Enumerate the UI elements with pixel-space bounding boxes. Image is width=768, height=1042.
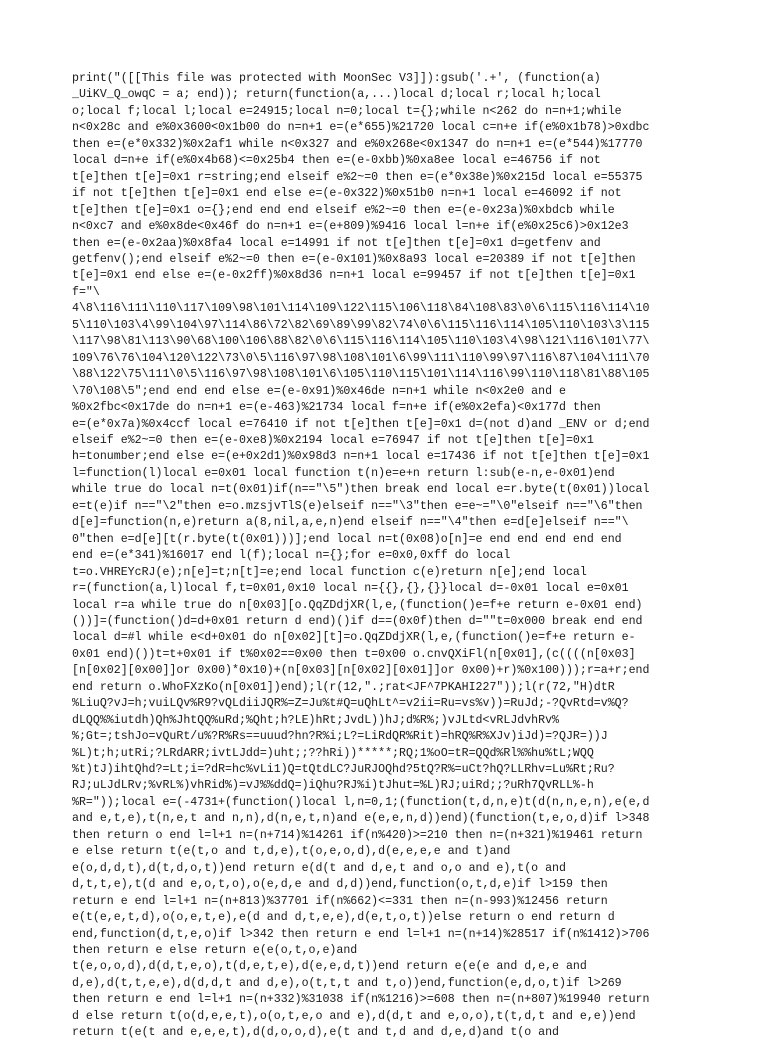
code-line: d,e),d(t,t,e,e),d(d,d,t and d,e),o(t,t,t and t,o))end,function(e,d,o,t)if l>269 — [72, 976, 622, 990]
code-line: e=t(e)if n=="\2"then e=o.mzsjvTlS(e)elseif n=="\3"then e=e~="\0"elseif n=="\6"then — [72, 499, 643, 513]
code-line: end return o.WhoFXzKo(n[0x01])end);l(r(12,".;rat<JF^7PKAHI227"));l(r(72,"H)dtR — [72, 680, 615, 694]
code-line: 109\76\76\104\120\122\73\0\5\116\97\98\108\101\6\99\111\110\99\97\116\87\104\111\70 — [72, 351, 650, 365]
code-line: t[e]=0x1 end else e=(e-0x2ff)%0x8d36 n=n+1 local e=99457 if not t[e]then t[e]=0x1 — [72, 269, 636, 283]
code-line: [n[0x02][0x00]]or 0x00)*0x10)+(n[0x03][n[0x02][0x01]]or 0x00)+r)%0x100)));r=a+r;end — [72, 664, 650, 678]
code-line: dLQQ%%iutdh)Qh%JhtQQ%uRd;%Qht;h?LE)hRt;JvdL))hJ;d%R%;)vJLtd<vRLJdvhRv% — [72, 713, 560, 727]
code-line: then return e else return e(e(o,t,o,e)and — [72, 944, 358, 958]
code-line: d[e]=function(n,e)return a(8,nil,a,e,n)end elseif n=="\4"then e=d[e]elseif n=="\ — [72, 516, 629, 530]
code-line: e(o,d,d,t),d(t,d,o,t))end return e(d(t and d,e,t and o,o and e),t(o and — [72, 861, 566, 875]
code-line: n<0xc7 and e%0x8de<0x46f do n=n+1 e=(e+809)%9416 local l=n+e if(e%0x25c6)>0x12e3 — [72, 220, 629, 234]
code-line: %0x2fbc<0x17de do n=n+1 e=(e-463)%21734 local f=n+e if(e%0x2efa)<0x177d then — [72, 401, 601, 415]
code-line: h=tonumber;end else e=(e+0x2d1)%0x98d3 n=n+1 local e=17436 if not t[e]then t[e]=0x1 — [72, 450, 650, 464]
code-line: if not t[e]then t[e]=0x1 end else e=(e-0x322)%0x51b0 n=n+1 local e=46092 if not — [72, 187, 622, 201]
code-line: o;local f;local l;local e=24915;local n=0;local t={};while n<262 do n=n+1;while — [72, 104, 622, 118]
code-line: %R="));local e=(-4731+(function()local l,n=0,1;(function(t,d,n,e)t(d(n,n,e,n),e(e,d — [72, 795, 650, 809]
code-line: 5\110\103\4\99\104\97\114\86\72\82\69\89\99\82\74\0\6\115\116\114\105\110\103\3\115 — [72, 318, 650, 332]
code-line: then return o end l=l+1 n=(n+714)%14261 if(n%420)>=210 then n=(n+321)%19461 return — [72, 828, 643, 842]
code-line: _UiKV_Q_owqC = a; end)); return(function(a,...)local d;local r;local h;local — [72, 88, 601, 102]
code-line: local d=n+e if(e%0x4b68)<=0x25b4 then e=(e-0xbb)%0xa8ee local e=46756 if not — [72, 154, 601, 168]
code-line: then e=(e-0x2aa)%0x8fa4 local e=14991 if not t[e]then t[e]=0x1 d=getfenv and — [72, 236, 601, 250]
code-line: n<0x28c and e%0x3600<0x1b00 do n=n+1 e=(e*655)%21720 local c=n+e if(e%0x1b78)>0xdbc — [72, 121, 650, 135]
code-line: e=(e*0x7a)%0x4ccf local e=76410 if not t[e]then t[e]=0x1 d=(not d)and _ENV or d;end — [72, 417, 650, 431]
code-line: local d=#l while e<d+0x01 do n[0x02][t]=o.QqZDdjXR(l,e,(function()e=f+e return e- — [72, 631, 636, 645]
code-line: 0"then e=d[e][t(r.byte(t(0x01)))];end local n=t(0x08)o[n]=e end end end end end — [72, 532, 622, 546]
code-line: f="\ — [72, 285, 100, 299]
code-line: t(e,o,o,d),d(d,t,e,o),t(d,e,t,e),d(e,e,d,t))end return e(e(e and d,e,e and — [72, 960, 587, 974]
code-line: 0x01 end)())t=t+0x01 if t%0x02==0x00 then t=0x00 o.cnvQXiFl(n[0x01],(c((((n[0x03] — [72, 647, 636, 661]
code-line: then return e end l=l+1 n=(n+332)%31038 if(n%1216)>=608 then n=(n+807)%19940 return — [72, 993, 650, 1007]
code-line: e(t(e,e,t,d),o(o,e,t,e),e(d and d,t,e,e),d(e,t,o,t))else return o end return d — [72, 911, 615, 925]
code-line: return e end l=l+1 n=(n+813)%37701 if(n%662)<=331 then n=(n-993)%12456 return — [72, 894, 608, 908]
code-line: end e=(e*341)%16017 end l(f);local n={};for e=0x0,0xff do local — [72, 549, 511, 563]
code-line: %LiuQ?vJ=h;vuiLQv%R9?vQLdiiJQR%=Z=Ju%t#Q=uQhLt^=v2ii=Ru=vs%v))=RuJd;-?QvRtd=v%Q? — [72, 697, 629, 711]
code-line: e else return t(e(t,o and t,d,e),t(o,e,o,d),d(e,e,e,e and t)and — [72, 845, 511, 859]
code-line: %L)t;h;utRi;?LRdARR;ivtLJdd=)uht;;??hRi))*****;RQ;1%oO=tR=QQd%Rl%%hu%tL;WQQ — [72, 746, 594, 760]
code-line: return t(e(t and e,e,e,t),d(d,o,o,d),e(t and t,d and d,e,d)and t(o and — [72, 1026, 560, 1040]
code-line: and e,t,e),t(n,e,t and n,n),d(n,e,t,n)and e(e,e,n,d))end)(function(t,e,o,d)if l>348 — [72, 812, 650, 826]
code-line: \117\98\81\113\90\68\100\106\88\82\0\6\115\116\114\105\110\103\4\98\121\116\101\77\ — [72, 335, 650, 349]
code-line: while true do local n=t(0x01)if(n=="\5")then break end local e=r.byte(t(0x01))local — [72, 483, 650, 497]
code-line: print("([[This file was protected with MoonSec V3]]):gsub('.+', (function(a) — [72, 72, 601, 85]
code-line: d,t,t,e),t(d and e,o,t,o),o(e,d,e and d,d))end,function(o,t,d,e)if l>159 then — [72, 878, 608, 892]
code-line: \70\108\5";end end end else e=(e-0x91)%0x46de n=n+1 while n<0x2e0 and e — [72, 384, 566, 398]
code-block — [72, 71, 700, 1042]
code-line: \88\122\75\111\0\5\116\97\98\108\101\6\105\110\115\101\114\116\99\110\118\81\88\105 — [72, 368, 650, 382]
code-line: end,function(d,t,e,o)if l>342 then return e end l=l+1 n=(n+14)%28517 if(n%1412)>706 — [72, 927, 650, 941]
code-line: t[e]then t[e]=0x1 o={};end end end elseif e%2~=0 then e=(e-0x23a)%0xbdcb while — [72, 203, 615, 217]
code-line: l=function(l)local e=0x01 local function t(n)e=e+n return l:sub(e-n,e-0x01)end — [72, 466, 615, 480]
code-line: 4\8\116\111\110\117\109\98\101\114\109\122\115\106\118\84\108\83\0\6\115\116\114\10 — [72, 302, 650, 316]
code-line: t[e]then t[e]=0x1 r=string;end elseif e%2~=0 then e=(e*0x38e)%0x215d local e=55375 — [72, 170, 643, 184]
code-line: d else return t(o(d,e,e,t),o(o,t,e,o and e),d(d,t and e,o,o),t(t,d,t and e,e))end — [72, 1009, 636, 1023]
code-line: elseif e%2~=0 then e=(e-0xe8)%0x2194 local e=76947 if not t[e]then t[e]=0x1 — [72, 433, 594, 447]
code-line: t=o.VHREYcRJ(e);n[e]=t;n[t]=e;end local function c(e)return n[e];end local — [72, 565, 587, 579]
code-line: local r=a while true do n[0x03][o.QqZDdjXR(l,e,(function()e=f+e return e-0x01 end) — [72, 598, 643, 612]
code-line: getfenv();end elseif e%2~=0 then e=(e-0x101)%0x8a93 local e=20389 if not t[e]then — [72, 252, 636, 266]
code-line: %t)tJ)ihtQhd?=Lt;i=?dR=hc%vLi1)Q=tQtdLC?JuRJOQhd?5tQ?R%=uCt?hQ?LLRhv=Lu%Rt;Ru? — [72, 763, 615, 777]
code-line: then e=(e*0x332)%0x2af1 while n<0x327 and e%0x268e<0x1347 do n=n+1 e=(e*544)%17770 — [72, 137, 643, 151]
code-line: r=(function(a,l)local f,t=0x01,0x10 local n={{},{},{}}local d=-0x01 local e=0x01 — [72, 582, 629, 596]
code-line: %;Gt=;tshJo=vQuRt/u%?R%Rs==uuud?hn?R%i;L?=LiRdQR%Rit)=hRQ%R%XJv)iJd)=?QJR=))J — [72, 730, 608, 744]
code-line: ())]=(function()d=d+0x01 return d end)()if d==(0x0f)then d=""t=0x000 break end end — [72, 614, 643, 628]
code-line: RJ;uLJdLRv;%vRL%)vhRid%)=vJ%%ddQ=)iQhu?RJ%i)tJhut=%L)RJ;uiRd;;?uRh7QvRLL%-h — [72, 779, 594, 793]
